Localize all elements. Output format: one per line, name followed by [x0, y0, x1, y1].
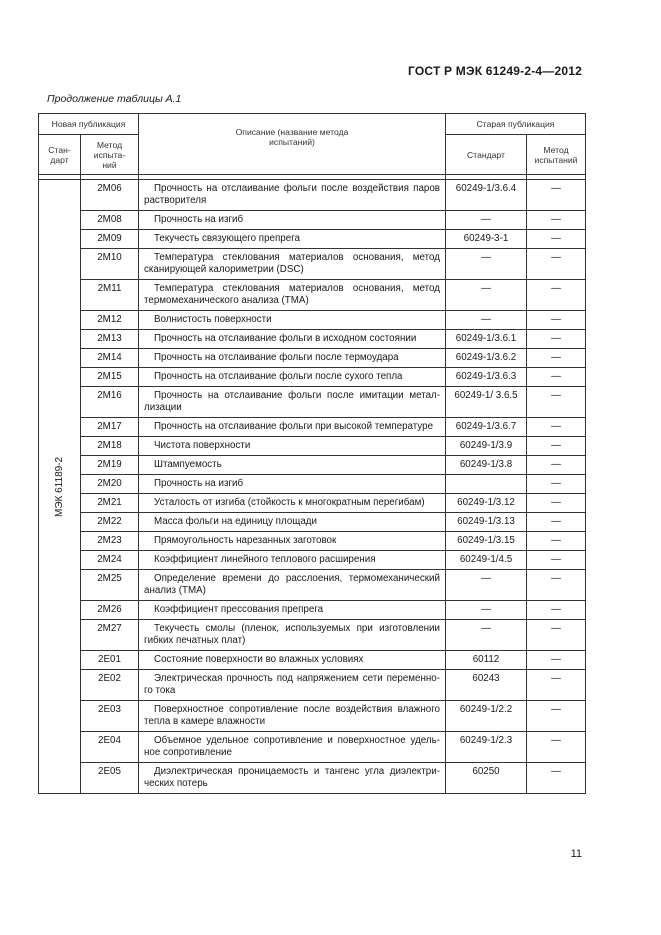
method-code-cell: 2M16 [81, 387, 139, 418]
description-cell: Коэффициент прессования препрега [139, 601, 446, 620]
description-cell: Объемное удельное сопротивление и поверхностное удель-ное сопротивление [139, 732, 446, 763]
old-method-cell: — [527, 230, 586, 249]
description-cell: Температура стеклования материалов основания, метод сканирующей калориметрии (DSC) [139, 249, 446, 280]
old-standard-cell: — [446, 570, 527, 601]
description-cell: Температура стеклования материалов основания, метод термомеханического анализа (TMA) [139, 280, 446, 311]
description-cell: Прочность на отслаивание фольги после воздействия паров растворителя [139, 180, 446, 211]
description-cell: Прочность на изгиб [139, 475, 446, 494]
table-row [39, 311, 586, 330]
table-row [39, 368, 586, 387]
old-method-cell: — [527, 551, 586, 570]
old-method-cell: — [527, 418, 586, 437]
table-row [39, 387, 586, 418]
old-method-cell: — [527, 280, 586, 311]
description-cell: Прочность на отслаивание фольги после сухого тепла [139, 368, 446, 387]
description-cell: Прочность на отслаивание фольги после термоудара [139, 349, 446, 368]
method-code-cell: 2M10 [81, 249, 139, 280]
old-method-cell: — [527, 570, 586, 601]
table-caption: Продолжение таблицы А.1 [47, 93, 182, 105]
table-row [39, 230, 586, 249]
header-old-standard: Стандарт [446, 135, 527, 175]
old-method-cell: — [527, 311, 586, 330]
table-row [39, 532, 586, 551]
old-method-cell: — [527, 513, 586, 532]
table-row [39, 330, 586, 349]
old-standard-cell: — [446, 601, 527, 620]
method-code-cell: 2E04 [81, 732, 139, 763]
description-cell: Электрическая прочность под напряжением сети переменно-го тока [139, 670, 446, 701]
old-method-cell: — [527, 651, 586, 670]
old-method-cell: — [527, 732, 586, 763]
method-code-cell: 2M17 [81, 418, 139, 437]
old-method-cell: — [527, 763, 586, 794]
table-row [39, 701, 586, 732]
old-standard-cell: 60249-1/3.12 [446, 494, 527, 513]
method-code-cell: 2M24 [81, 551, 139, 570]
header-description [139, 114, 446, 175]
header-standard [39, 135, 81, 175]
old-standard-cell: 60249-1/2.2 [446, 701, 527, 732]
table-row [39, 551, 586, 570]
table-row [39, 570, 586, 601]
table-row [39, 280, 586, 311]
old-standard-cell: 60249-1/3.6.1 [446, 330, 527, 349]
table-row [39, 249, 586, 280]
old-method-cell: — [527, 387, 586, 418]
description-cell: Масса фольги на единицу площади [139, 513, 446, 532]
old-standard-cell: 60249-1/3.6.7 [446, 418, 527, 437]
old-method-cell: — [527, 601, 586, 620]
standard-vertical-label: МЭК 61189-2 [54, 456, 65, 517]
old-standard-cell: 60249-1/3.6.4 [446, 180, 527, 211]
header-description-text: Описание (название метода испытаний) [235, 127, 349, 147]
old-standard-cell: 60249-1/2.3 [446, 732, 527, 763]
old-standard-cell: 60249-1/3.9 [446, 437, 527, 456]
method-code-cell: 2M22 [81, 513, 139, 532]
old-method-cell: — [527, 330, 586, 349]
old-standard-cell: 60243 [446, 670, 527, 701]
old-standard-cell: 60249-1/4.5 [446, 551, 527, 570]
old-method-cell: — [527, 368, 586, 387]
header-old-method [527, 135, 586, 175]
old-method-cell: — [527, 249, 586, 280]
table-row [39, 349, 586, 368]
table-row [39, 601, 586, 620]
table-row [39, 732, 586, 763]
document-code: ГОСТ Р МЭК 61249-2-4—2012 [408, 64, 582, 78]
method-code-cell: 2M11 [81, 280, 139, 311]
method-code-cell: 2M14 [81, 349, 139, 368]
header-method-text: Метод испыта- ний [93, 139, 126, 170]
table-row [39, 475, 586, 494]
method-code-cell: 2M06 [81, 180, 139, 211]
old-method-cell: — [527, 670, 586, 701]
description-cell: Коэффициент линейного теплового расширения [139, 551, 446, 570]
table-row [39, 763, 586, 794]
old-method-cell: — [527, 620, 586, 651]
method-code-cell: 2E01 [81, 651, 139, 670]
method-code-cell: 2M18 [81, 437, 139, 456]
old-standard-cell [446, 475, 527, 494]
old-method-cell: — [527, 349, 586, 368]
old-standard-cell: 60112 [446, 651, 527, 670]
description-cell: Определение времени до расслоения, термомеханический анализ (TMA) [139, 570, 446, 601]
table-row [39, 437, 586, 456]
description-cell: Текучесть связующего препрега [139, 230, 446, 249]
header-standard-text: Стан- дарт [48, 144, 71, 165]
description-cell: Текучесть смолы (пленок, используемых при изготовлении гибких печатных плат) [139, 620, 446, 651]
method-code-cell: 2E02 [81, 670, 139, 701]
table-row [39, 494, 586, 513]
description-cell: Прочность на отслаивание фольги при высокой температуре [139, 418, 446, 437]
description-cell: Чистота поверхности [139, 437, 446, 456]
page-number: 11 [570, 848, 582, 860]
old-standard-cell: — [446, 280, 527, 311]
description-cell: Состояние поверхности во влажных условиях [139, 651, 446, 670]
table-row [39, 418, 586, 437]
publication-table [38, 113, 586, 794]
method-code-cell: 2E05 [81, 763, 139, 794]
method-code-cell: 2M08 [81, 211, 139, 230]
method-code-cell: 2M26 [81, 601, 139, 620]
old-method-cell: — [527, 211, 586, 230]
old-method-cell: — [527, 532, 586, 551]
method-code-cell: 2M15 [81, 368, 139, 387]
old-method-cell: — [527, 701, 586, 732]
old-standard-cell: — [446, 311, 527, 330]
header-method [81, 135, 139, 175]
table-row [39, 513, 586, 532]
old-method-cell: — [527, 494, 586, 513]
method-code-cell: 2M13 [81, 330, 139, 349]
old-method-cell: — [527, 437, 586, 456]
method-code-cell: 2M25 [81, 570, 139, 601]
old-standard-cell: 60249-1/ 3.6.5 [446, 387, 527, 418]
old-method-cell: — [527, 456, 586, 475]
method-code-cell: 2M20 [81, 475, 139, 494]
table-row [39, 620, 586, 651]
table-row [39, 211, 586, 230]
description-cell: Прочность на отслаивание фольги в исходном состоянии [139, 330, 446, 349]
description-cell: Штампуемость [139, 456, 446, 475]
header-old-method-text: Метод испытаний [534, 144, 578, 165]
method-code-cell: 2M27 [81, 620, 139, 651]
standard-vertical-cell [39, 180, 81, 794]
old-method-cell: — [527, 475, 586, 494]
old-standard-cell: 60249-3-1 [446, 230, 527, 249]
table-row [39, 651, 586, 670]
old-standard-cell: 60250 [446, 763, 527, 794]
old-standard-cell: 60249-1/3.6.3 [446, 368, 527, 387]
method-code-cell: 2M19 [81, 456, 139, 475]
old-standard-cell: — [446, 211, 527, 230]
table-row [39, 670, 586, 701]
description-cell: Диэлектрическая проницаемость и тангенс угла диэлектри-ческих потерь [139, 763, 446, 794]
old-standard-cell: 60249-1/3.8 [446, 456, 527, 475]
description-cell: Прямоугольность нарезанных заготовок [139, 532, 446, 551]
description-cell: Поверхностное сопротивление после воздействия влажного тепла в камере влажности [139, 701, 446, 732]
description-cell: Волнистость поверхности [139, 311, 446, 330]
method-code-cell: 2M12 [81, 311, 139, 330]
method-code-cell: 2M23 [81, 532, 139, 551]
description-cell: Прочность на отслаивание фольги после имитации метал-лизации [139, 387, 446, 418]
old-standard-cell: — [446, 620, 527, 651]
description-cell: Прочность на изгиб [139, 211, 446, 230]
method-code-cell: 2E03 [81, 701, 139, 732]
table-row [39, 180, 586, 211]
old-standard-cell: — [446, 249, 527, 280]
old-standard-cell: 60249-1/3.15 [446, 532, 527, 551]
description-cell: Усталость от изгиба (стойкость к многократным перегибам) [139, 494, 446, 513]
header-old-publication: Старая публикация [446, 114, 586, 135]
old-method-cell: — [527, 180, 586, 211]
method-code-cell: 2M21 [81, 494, 139, 513]
table-row [39, 456, 586, 475]
header-new-publication: Новая публикация [39, 114, 139, 135]
old-standard-cell: 60249-1/3.13 [446, 513, 527, 532]
method-code-cell: 2M09 [81, 230, 139, 249]
old-standard-cell: 60249-1/3.6.2 [446, 349, 527, 368]
